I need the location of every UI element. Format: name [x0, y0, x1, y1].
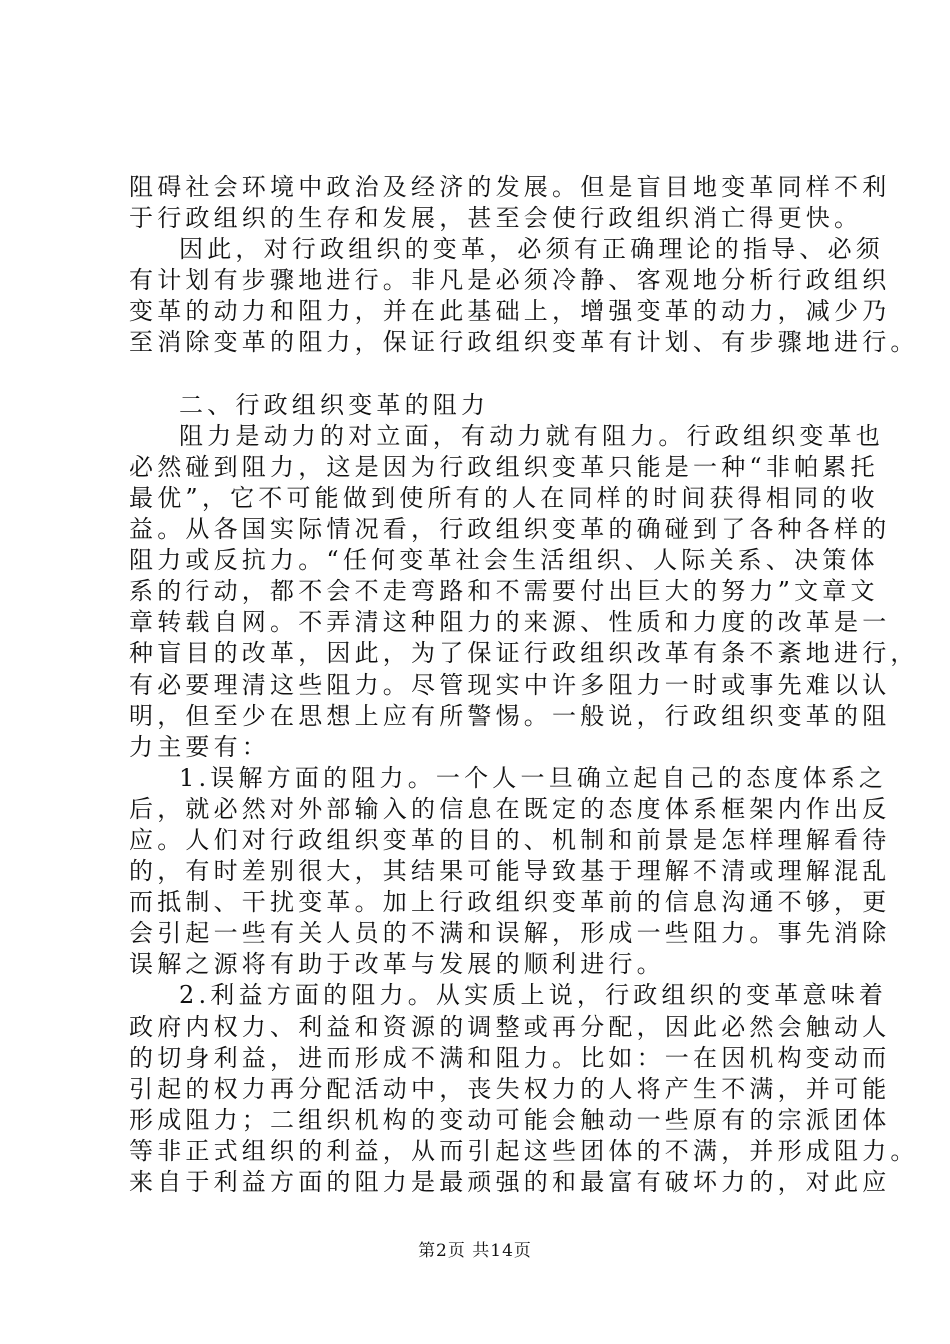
- page-footer: 第2页 共14页: [418, 1241, 532, 1261]
- text-line: 力主要有：: [129, 732, 270, 761]
- text-line: 引起的权力再分配活动中，丧失权力的人将产生不满，并可能: [129, 1074, 891, 1103]
- text-line: 而抵制、干扰变革。加上行政组织变革前的信息沟通不够，更: [129, 888, 891, 917]
- text-line: 种盲目的改革，因此，为了保证行政组织改革有条不紊地进行，: [129, 639, 919, 668]
- text-line: 会引起一些有关人员的不满和误解，形成一些阻力。事先消除: [129, 919, 891, 948]
- text-line: 等非正式组织的利益，从而引起这些团体的不满，并形成阻力。: [129, 1136, 919, 1165]
- text-line: 明，但至少在思想上应有所警惕。一般说，行政组织变革的阻: [129, 701, 891, 730]
- text-line: 有必要理清这些阻力。尽管现实中许多阻力一时或事先难以认: [129, 670, 891, 699]
- text-line: 形成阻力；二组织机构的变动可能会触动一些原有的宗派团体: [129, 1105, 891, 1134]
- text-line: 2.利益方面的阻力。从实质上说，行政组织的变革意味着: [179, 981, 888, 1010]
- text-line: 二、行政组织变革的阻力: [179, 390, 490, 419]
- text-line: 政府内权力、利益和资源的调整或再分配，因此必然会触动人: [129, 1012, 891, 1041]
- text-line: 阻力或反抗力。“任何变革社会生活组织、人际关系、决策体: [129, 546, 879, 575]
- text-line: 后，就必然对外部输入的信息在既定的态度体系框架内作出反: [129, 794, 891, 823]
- text-line: 阻力是动力的对立面，有动力就有阻力。行政组织变革也: [179, 421, 884, 450]
- text-line: 阻碍社会环境中政治及经济的发展。但是盲目地变革同样不利: [129, 173, 891, 201]
- text-line: 最优”，它不可能做到使所有的人在同样的时间获得相同的收: [129, 483, 879, 512]
- text-line: 因此，对行政组织的变革，必须有正确理论的指导、必须: [179, 235, 884, 264]
- text-line: 的，有时差别很大，其结果可能导致基于理解不清或理解混乱: [129, 857, 891, 886]
- text-line: 系的行动，都不会不走弯路和不需要付出巨大的努力”文章文: [129, 577, 879, 606]
- text-line: 章转载自网。不弄清这种阻力的来源、性质和力度的改革是一: [129, 608, 891, 637]
- text-line: 误解之源将有助于改革与发展的顺利进行。: [129, 950, 665, 979]
- blank-line: [129, 359, 829, 390]
- text-line: 必然碰到阻力，这是因为行政组织变革只能是一种“非帕累托: [129, 452, 879, 481]
- text-line: 的切身利益，进而形成不满和阻力。比如：一在因机构变动而: [129, 1043, 891, 1072]
- text-line: 应。人们对行政组织变革的目的、机制和前景是怎样理解看待: [129, 825, 891, 854]
- document-body: [129, 172, 919, 1198]
- text-line: 来自于利益方面的阻力是最顽强的和最富有破坏力的，对此应: [129, 1168, 891, 1196]
- text-line: 至消除变革的阻力，保证行政组织变革有计划、有步骤地进行。: [129, 328, 919, 357]
- text-line: 变革的动力和阻力，并在此基础上，增强变革的动力，减少乃: [129, 297, 891, 326]
- text-line: 于行政组织的生存和发展，甚至会使行政组织消亡得更快。: [129, 204, 863, 233]
- text-line: 1.误解方面的阻力。一个人一旦确立起自己的态度体系之: [179, 763, 888, 792]
- text-line: 益。从各国实际情况看，行政组织变革的确碰到了各种各样的: [129, 515, 891, 544]
- text-line: 有计划有步骤地进行。非凡是必须冷静、客观地分析行政组织: [129, 266, 891, 295]
